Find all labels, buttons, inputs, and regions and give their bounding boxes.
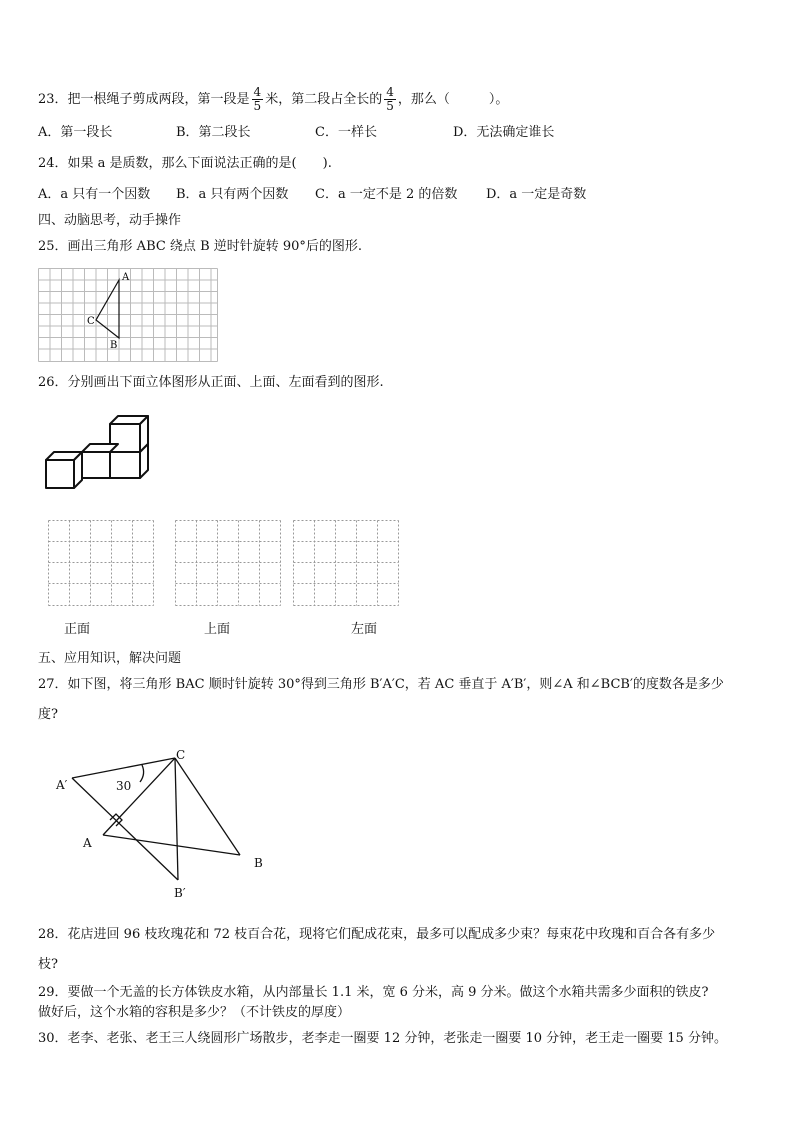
q23-option-b: B．第二段长: [176, 125, 251, 140]
q24-option-d: D．a 一定是奇数: [486, 187, 587, 202]
frac-den: 5: [386, 99, 394, 113]
cube-side-face: [74, 452, 82, 488]
q24-option-c: C．a 一定不是 2 的倍数: [315, 187, 458, 202]
angle-arc: [140, 765, 144, 782]
frac-den: 5: [253, 99, 262, 113]
question-29-line2: 做好后，这个水箱的容积是多少？（不计铁皮的厚度）: [38, 1005, 351, 1020]
section-5-heading: 五、应用知识，解决问题: [38, 651, 182, 666]
label-angle: 30: [116, 779, 132, 793]
q23-option-d: D．无法确定谁长: [453, 125, 555, 140]
q23-option-a: A．第一段长: [38, 125, 113, 140]
question-24: 24．如果 a 是质数，那么下面说法正确的是( ).: [38, 156, 332, 171]
segment-a-prime-b-prime: [72, 778, 178, 880]
q24-option-a: A．a 只有一个因数: [38, 187, 151, 202]
question-27-line1: 27．如下图，将三角形 BAC 顺时针旋转 30°得到三角形 B′A′C，若 AC 垂直于 A′B′，则∠A 和∠BCB′的度数各是多少: [38, 677, 724, 692]
cube-front-face: [110, 452, 140, 478]
fraction-4-5: [252, 86, 264, 113]
question-28-line2: 枝?: [38, 957, 58, 972]
cube-front-face: [82, 452, 110, 478]
rotation-triangle-figure: [50, 740, 280, 904]
frac-num: 4: [386, 85, 394, 99]
cube-top-face: [82, 444, 118, 452]
left-view-grid: [293, 520, 399, 606]
label-a-prime: A′: [56, 778, 68, 792]
question-30-line1: 30．老李、老张、老王三人绕圆形广场散步，老李走一圈要 12 分钟，老张走一圈要 10 分钟，老王走一圈要 15 分钟。: [38, 1031, 727, 1046]
question-29-line1: 29．要做一个无盖的长方体铁皮水箱，从内部量长 1.1 米，宽 6 分米，高 9 分米。做这个水箱共需多少面积的铁皮?: [38, 985, 709, 1000]
label-a: A: [83, 836, 92, 850]
q24-option-b: B．a 只有两个因数: [176, 187, 289, 202]
label-b-prime: B′: [174, 886, 186, 900]
question-26: 26．分别画出下面立体图形从正面、上面、左面看到的图形.: [38, 375, 384, 390]
front-view-grid: [48, 520, 154, 606]
q23-text-2: 米，第二段占全长的: [265, 92, 383, 107]
fraction-4-5-b: [384, 86, 396, 113]
segment-ab: [103, 835, 240, 855]
label-b: B: [254, 856, 263, 870]
q23-option-c: C．一样长: [315, 125, 377, 140]
label-c: C: [176, 748, 186, 762]
q23-text-3: ，那么（ ）。: [397, 92, 509, 107]
segment-b-prime-c: [175, 758, 178, 880]
cube-front-face: [46, 460, 74, 488]
frac-num: 4: [253, 85, 262, 99]
caption-left: 左面: [351, 622, 378, 637]
label-c: C: [87, 316, 95, 327]
top-view-grid: [175, 520, 281, 606]
caption-top: 上面: [204, 622, 231, 637]
question-25: 25．画出三角形 ABC 绕点 B 逆时针旋转 90°后的图形.: [38, 239, 363, 254]
question-28-line1: 28．花店进回 96 枝玫瑰花和 72 枝百合花，现将它们配成花束，最多可以配成多少束？每束花中玫瑰和百合各有多少: [38, 927, 716, 942]
section-4-heading: 四、动脑思考，动手操作: [38, 213, 182, 228]
question-23: [38, 86, 508, 113]
caption-front: 正面: [64, 622, 91, 637]
q25-grid-figure: [38, 268, 218, 362]
segment-bc: [175, 758, 240, 855]
label-a: A: [122, 272, 130, 283]
label-b: B: [110, 340, 118, 351]
q23-text-1: 23．把一根绳子剪成两段，第一段是: [38, 92, 250, 107]
cube-stack-figure: [40, 410, 152, 490]
question-27-line2: 度?: [38, 707, 58, 722]
